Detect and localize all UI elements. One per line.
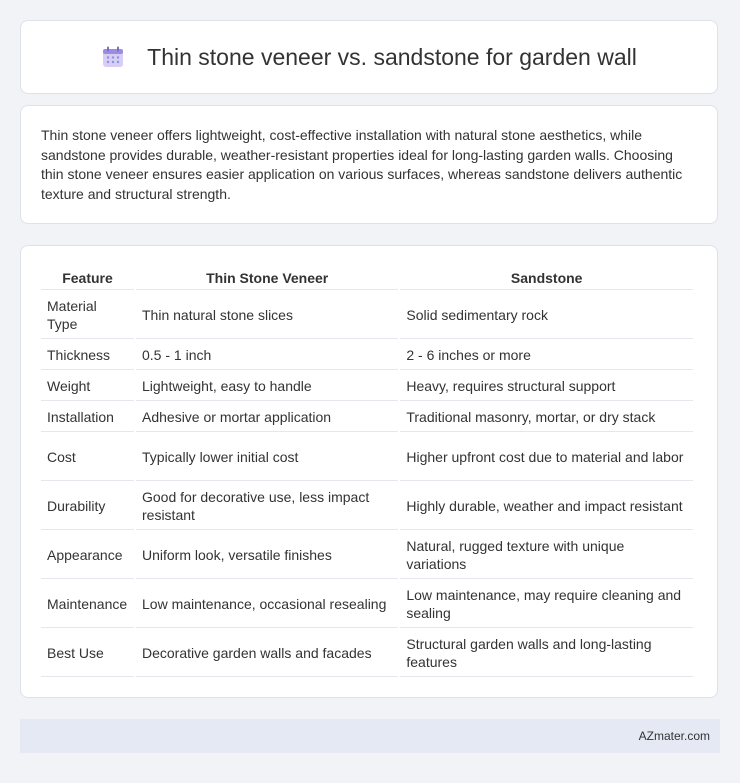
table-row: [41, 341, 693, 370]
feature-cell: Weight: [41, 372, 134, 401]
veneer-cell: Typically lower initial cost: [136, 434, 398, 481]
sandstone-cell: Heavy, requires structural support: [400, 372, 693, 401]
feature-cell: Material Type: [41, 292, 134, 339]
table-row: [41, 292, 693, 339]
feature-cell: Best Use: [41, 630, 134, 677]
comparison-table-card: [20, 245, 718, 698]
veneer-cell: Low maintenance, occasional resealing: [136, 581, 398, 628]
feature-cell: Thickness: [41, 341, 134, 370]
calendar-icon: [101, 45, 125, 69]
feature-cell: Installation: [41, 403, 134, 432]
veneer-cell: Lightweight, easy to handle: [136, 372, 398, 401]
veneer-cell: Adhesive or mortar application: [136, 403, 398, 432]
sandstone-cell: Structural garden walls and long-lasting features: [400, 630, 693, 677]
veneer-cell: 0.5 - 1 inch: [136, 341, 398, 370]
table-row: [41, 483, 693, 530]
sandstone-cell: Traditional masonry, mortar, or dry stack: [400, 403, 693, 432]
table-row: [41, 630, 693, 677]
header-feature: Feature: [41, 268, 134, 290]
veneer-cell: Good for decorative use, less impact resistant: [136, 483, 398, 530]
table-row: [41, 581, 693, 628]
header-thin-stone-veneer: Thin Stone Veneer: [136, 268, 398, 290]
sandstone-cell: Higher upfront cost due to material and labor: [400, 434, 693, 481]
sandstone-cell: Low maintenance, may require cleaning and sealing: [400, 581, 693, 628]
sandstone-cell: 2 - 6 inches or more: [400, 341, 693, 370]
veneer-cell: Decorative garden walls and facades: [136, 630, 398, 677]
summary-text: Thin stone veneer offers lightweight, cost-effective installation with natural stone aesthetics, while sandstone provides durable, weather-resistant properties ideal for long-lasting garden walls. Choosing thin stone veneer ensures easier application on various surfaces, whereas sandstone delivers authentic texture and structural strength.: [41, 127, 683, 202]
summary-card: [20, 105, 718, 224]
page-title: Thin stone veneer vs. sandstone for garden wall: [147, 43, 637, 70]
table-row: [41, 403, 693, 432]
title-card: [20, 20, 718, 94]
feature-cell: Durability: [41, 483, 134, 530]
table-header-row: [41, 268, 693, 290]
veneer-cell: Uniform look, versatile finishes: [136, 532, 398, 579]
table-row: [41, 434, 693, 481]
header-sandstone: Sandstone: [400, 268, 693, 290]
veneer-cell: Thin natural stone slices: [136, 292, 398, 339]
sandstone-cell: Solid sedimentary rock: [400, 292, 693, 339]
feature-cell: Cost: [41, 434, 134, 481]
table-row: [41, 372, 693, 401]
footer: [20, 719, 720, 753]
feature-cell: Appearance: [41, 532, 134, 579]
footer-brand: AZmater.com: [638, 729, 710, 743]
sandstone-cell: Highly durable, weather and impact resistant: [400, 483, 693, 530]
comparison-table: [39, 266, 695, 679]
table-row: [41, 532, 693, 579]
sandstone-cell: Natural, rugged texture with unique variations: [400, 532, 693, 579]
feature-cell: Maintenance: [41, 581, 134, 628]
